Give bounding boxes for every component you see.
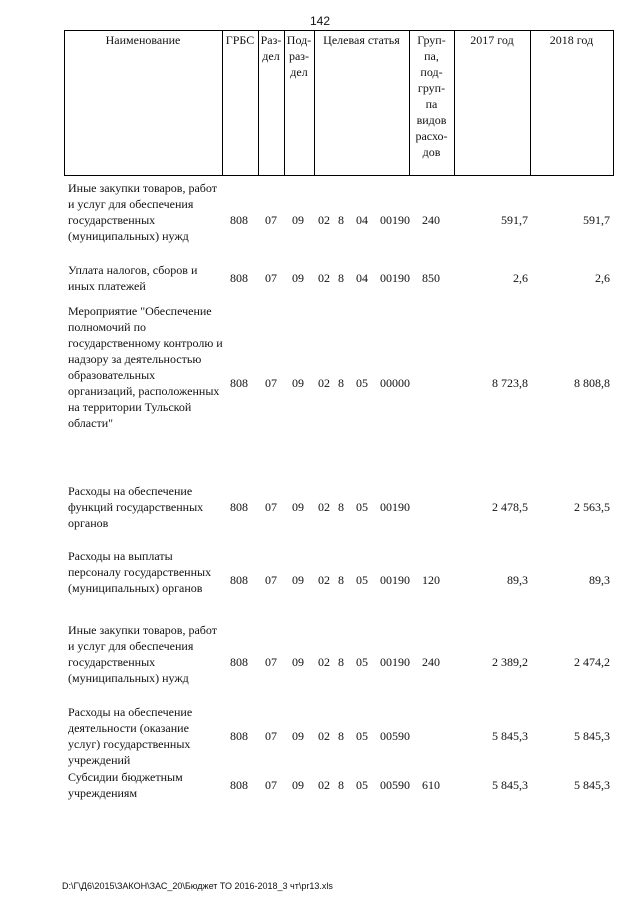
row-podrazdel: 09 bbox=[292, 500, 304, 514]
row-target-subprogram: 8 bbox=[338, 271, 344, 285]
row-value-2017: 5 845,3 bbox=[492, 778, 528, 792]
row-value-2018: 5 845,3 bbox=[574, 729, 610, 743]
row-podrazdel: 09 bbox=[292, 376, 304, 390]
row-target-event: 04 bbox=[356, 271, 368, 285]
header-target: Целевая статья bbox=[323, 33, 400, 47]
row-value-2018: 8 808,8 bbox=[574, 376, 610, 390]
row-podrazdel: 09 bbox=[292, 655, 304, 669]
row-razdel: 07 bbox=[265, 500, 277, 514]
row-name: Иные закупки товаров, работ и услуг для обеспечения государственных (муниципальных) нужд bbox=[68, 623, 217, 685]
row-target-event: 04 bbox=[356, 213, 368, 227]
header-2017: 2017 год bbox=[470, 33, 514, 47]
row-target-direction: 00590 bbox=[380, 778, 410, 792]
header-2018: 2018 год bbox=[549, 33, 594, 47]
row-target-subprogram: 8 bbox=[338, 500, 344, 514]
row-target-program: 02 bbox=[318, 729, 330, 743]
row-name: Субсидии бюджетным учреждениям bbox=[68, 770, 183, 800]
row-value-2018: 5 845,3 bbox=[574, 778, 610, 792]
row-target-event: 05 bbox=[356, 729, 368, 743]
row-target-program: 02 bbox=[318, 213, 330, 227]
file-path-footer: D:\Г\Д6\2015\ЗАКОН\ЗАС_20\Бюджет ТО 2016-2018_3 чт\pr13.xls bbox=[62, 881, 333, 891]
page-number: 142 bbox=[309, 14, 331, 28]
row-value-2017: 2 478,5 bbox=[492, 500, 528, 514]
row-value-2018: 2 563,5 bbox=[574, 500, 610, 514]
row-target-subprogram: 8 bbox=[338, 376, 344, 390]
row-name: Расходы на обеспечение деятельности (оказание услуг) государственных учреждений bbox=[68, 705, 193, 767]
header-grbs: ГРБС bbox=[225, 33, 255, 47]
row-target-event: 05 bbox=[356, 573, 368, 587]
row-expense-type: 240 bbox=[422, 213, 440, 227]
row-razdel: 07 bbox=[265, 655, 277, 669]
row-target-program: 02 bbox=[318, 573, 330, 587]
row-value-2017: 2 389,2 bbox=[492, 655, 528, 669]
col-divider bbox=[222, 30, 223, 176]
header-bottom-border bbox=[64, 175, 614, 176]
col-divider bbox=[454, 30, 455, 176]
row-expense-type: 610 bbox=[422, 778, 440, 792]
row-target-direction: 00590 bbox=[380, 729, 410, 743]
row-value-2017: 591,7 bbox=[501, 213, 528, 227]
row-target-program: 02 bbox=[318, 500, 330, 514]
row-grbs: 808 bbox=[230, 778, 248, 792]
row-expense-type: 850 bbox=[422, 271, 440, 285]
row-value-2018: 2,6 bbox=[595, 271, 610, 285]
row-target-event: 05 bbox=[356, 500, 368, 514]
row-target-subprogram: 8 bbox=[338, 573, 344, 587]
row-razdel: 07 bbox=[265, 729, 277, 743]
row-target-subprogram: 8 bbox=[338, 213, 344, 227]
row-name: Уплата налогов, сборов и иных платежей bbox=[68, 263, 198, 293]
col-divider bbox=[613, 30, 614, 176]
row-name: Мероприятие "Обеспечение полномочий по государственному контролю и надзору за деятельностью образовательных организаций, расположенных на территории Тульской области" bbox=[68, 304, 223, 430]
row-podrazdel: 09 bbox=[292, 778, 304, 792]
row-target-direction: 00190 bbox=[380, 213, 410, 227]
row-value-2017: 5 845,3 bbox=[492, 729, 528, 743]
row-target-direction: 00190 bbox=[380, 500, 410, 514]
row-target-direction: 00190 bbox=[380, 271, 410, 285]
table-header bbox=[64, 30, 614, 176]
row-podrazdel: 09 bbox=[292, 573, 304, 587]
row-grbs: 808 bbox=[230, 376, 248, 390]
row-razdel: 07 bbox=[265, 213, 277, 227]
row-podrazdel: 09 bbox=[292, 213, 304, 227]
row-grbs: 808 bbox=[230, 729, 248, 743]
row-target-direction: 00000 bbox=[380, 376, 410, 390]
row-grbs: 808 bbox=[230, 500, 248, 514]
header-group: Груп- па, под- груп- па видов расхо- дов bbox=[415, 33, 448, 159]
row-target-subprogram: 8 bbox=[338, 655, 344, 669]
row-target-program: 02 bbox=[318, 271, 330, 285]
row-podrazdel: 09 bbox=[292, 271, 304, 285]
header-name: Наименование bbox=[105, 33, 181, 47]
row-target-event: 05 bbox=[356, 778, 368, 792]
row-target-subprogram: 8 bbox=[338, 729, 344, 743]
row-target-event: 05 bbox=[356, 376, 368, 390]
col-divider bbox=[64, 30, 65, 176]
row-expense-type: 120 bbox=[422, 573, 440, 587]
row-target-program: 02 bbox=[318, 376, 330, 390]
row-grbs: 808 bbox=[230, 213, 248, 227]
row-podrazdel: 09 bbox=[292, 729, 304, 743]
row-razdel: 07 bbox=[265, 271, 277, 285]
row-razdel: 07 bbox=[265, 376, 277, 390]
row-value-2017: 89,3 bbox=[507, 573, 528, 587]
row-grbs: 808 bbox=[230, 573, 248, 587]
row-grbs: 808 bbox=[230, 271, 248, 285]
header-top-border bbox=[64, 30, 614, 31]
col-divider bbox=[530, 30, 531, 176]
row-target-direction: 00190 bbox=[380, 655, 410, 669]
row-target-subprogram: 8 bbox=[338, 778, 344, 792]
header-podrazdel: Под- раз- дел bbox=[286, 33, 312, 79]
row-expense-type: 240 bbox=[422, 655, 440, 669]
col-divider bbox=[314, 30, 315, 176]
row-value-2018: 591,7 bbox=[583, 213, 610, 227]
header-razdel: Раз- дел bbox=[260, 33, 282, 63]
row-target-direction: 00190 bbox=[380, 573, 410, 587]
row-target-event: 05 bbox=[356, 655, 368, 669]
row-name: Иные закупки товаров, работ и услуг для обеспечения государственных (муниципальных) нужд bbox=[68, 181, 217, 243]
row-name: Расходы на выплаты персоналу государственных (муниципальных) органов bbox=[68, 549, 212, 595]
row-name: Расходы на обеспечение функций государственных органов bbox=[68, 484, 204, 530]
row-value-2018: 89,3 bbox=[589, 573, 610, 587]
row-value-2018: 2 474,2 bbox=[574, 655, 610, 669]
row-target-program: 02 bbox=[318, 655, 330, 669]
row-razdel: 07 bbox=[265, 573, 277, 587]
row-target-program: 02 bbox=[318, 778, 330, 792]
row-razdel: 07 bbox=[265, 778, 277, 792]
row-value-2017: 2,6 bbox=[513, 271, 528, 285]
row-value-2017: 8 723,8 bbox=[492, 376, 528, 390]
row-grbs: 808 bbox=[230, 655, 248, 669]
